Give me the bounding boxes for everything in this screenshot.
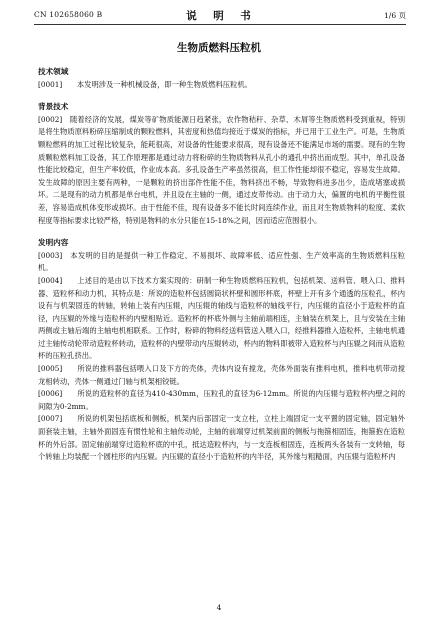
page-number: 4 [216,603,222,612]
paragraph-text: 本发明的目的是提供一种工作稳定、不易损坏、故障率低、适应性强、生产效率高的生物质燃料压粒机。 [38,250,405,273]
document-body [38,66,405,464]
paragraph-number: [0006] [38,389,63,399]
paragraph [38,250,405,275]
paragraph-number: [0004] [38,275,63,285]
patent-number: CN 102658060 B [34,10,103,19]
header-rule [34,24,406,25]
paragraph [38,388,405,413]
section-heading: 发明内容 [38,238,69,248]
paragraph-number: [0002] [38,114,63,124]
section-heading: 技术领域 [38,67,69,76]
paragraph-number: [0005] [38,364,63,374]
section-heading: 背景技术 [38,102,69,112]
paragraph-text: 所说的推料器包括喂入口及下方的壳体，壳体内设有搅龙，壳体外面装有推料电机，推料电机带动搅龙相转动，壳体一侧通过门轴与机架相铰链。 [38,364,406,386]
paragraph-text: 所说的机架包括底板和侧板，机架内后部固定一支立柱，立柱上端固定一支平置的固定轴，固定轴外面套装主轴，主轴外面固连有惯性轮和主轴传动轮，主轴的前端穿过机架前面的侧板与拖箍相固连，拖箍抱在造粒杯的外后部。固定轴前端穿过造粒杯底的中孔，抵达造粒杯内，与一支连板相固连，连板两头各装有一支转轴，每个转轴上均装配一个圆柱形的内压辊。内压辊的直径小于造粒杯的内半径，其外缘与粗糙面，内压辊与造粒杯内 [38,414,406,462]
paragraph [38,114,405,227]
paragraph-number: [0007] [38,414,63,424]
document-title: 生物质燃料压粒机 [177,42,261,54]
page-header [34,8,406,23]
paragraph-text: 所说的造粒杯的直径为410-430mm，压粒孔的直径为6-12mm。所说的内压辊与造粒杯内壁之间的间隙为0-2mm。 [38,389,406,411]
paragraph [38,79,405,92]
page-of: 1/6 页 [384,11,406,20]
paragraph-text: 上述目的是由以下技术方案实现的：研制一种生物质燃料压粒机，包括机架、送料管、喂入口、推料器、造粒杯和动力机，其特点是：所说的造粒杯包括圆筒状杯壁和圆形杯底，杯壁上开有多个通透的压粒孔，杯内设有与机架固连的转轴，转轴上装有内压辊，内压辊的轴线与造粒杯的轴线平行，内压辊的直径小于造粒杯的直径，内压辊的外缘与造粒杯的内壁相贴近。造粒杯的杯底外侧与主轴前端相连，主轴装在机架上，且与安装在主轴两侧或主轴后端的主轴电机相联系。工作时，粉碎的物料经送料管送入喂入口，经推料器推入造粒杯，主轴电机通过主轴传动轮带动造粒杯转动，造粒杯的内壁带动内压辊转动，杯内的物料即被带入造粒杯与内压辊之间而从造粒杯的压粒孔挤出。 [38,275,406,361]
paragraph [38,413,405,463]
paragraph-number: [0003] [38,250,63,260]
paragraph [38,363,405,388]
document-type: 说 明 书 [186,10,254,22]
paragraph [38,275,405,363]
paragraph-number: [0001] [38,79,63,89]
paragraph-text: 本发明涉及一种机械设备，即一种生物质燃料压粒机。 [76,79,252,89]
paragraph-text: 随着经济的发展，煤炭等矿物质能源日趋紧张，农作物秸秆、杂草、木屑等生物质燃料受到重视，特别是将生物质原料粉碎压缩制成的颗粒燃料，其密度和热值均接近于煤炭的指标，并已用于工业生产。可是，生物质颗粒燃料的加工过程比较复杂，能耗很高，对设备的性能要求很高，现有设备还不能满足市场的需要。现有的生物质颗粒燃料加工设备，其工作原理都是通过动力将粉碎的生物质物料从孔小的通孔中挤出而成型。其中，单孔设备性能比较稳定，但生产率较低，作业成本高。多孔设备生产率虽然很高，但工作性能却很不稳定，容易发生故障。发生故障的原因主要有两种，一是颗粒的挤出部件性能不佳，物料挤出不畅，导致物料进多出少，造成堵塞或损坏。二是现有的动力机都是单台电机，并且设在主轴的一侧，通过皮带传动。由于动力大，偏置的电机的平衡性很差，容易造成机体变形或损坏。由于性能不佳，现有设备多不能长时间连续作业，而且对生物质物料的粒度、柔软程度等指标要求比较严格，特别是物料的水分只能在15-18%之间，因而适应范围很小。 [38,114,406,225]
